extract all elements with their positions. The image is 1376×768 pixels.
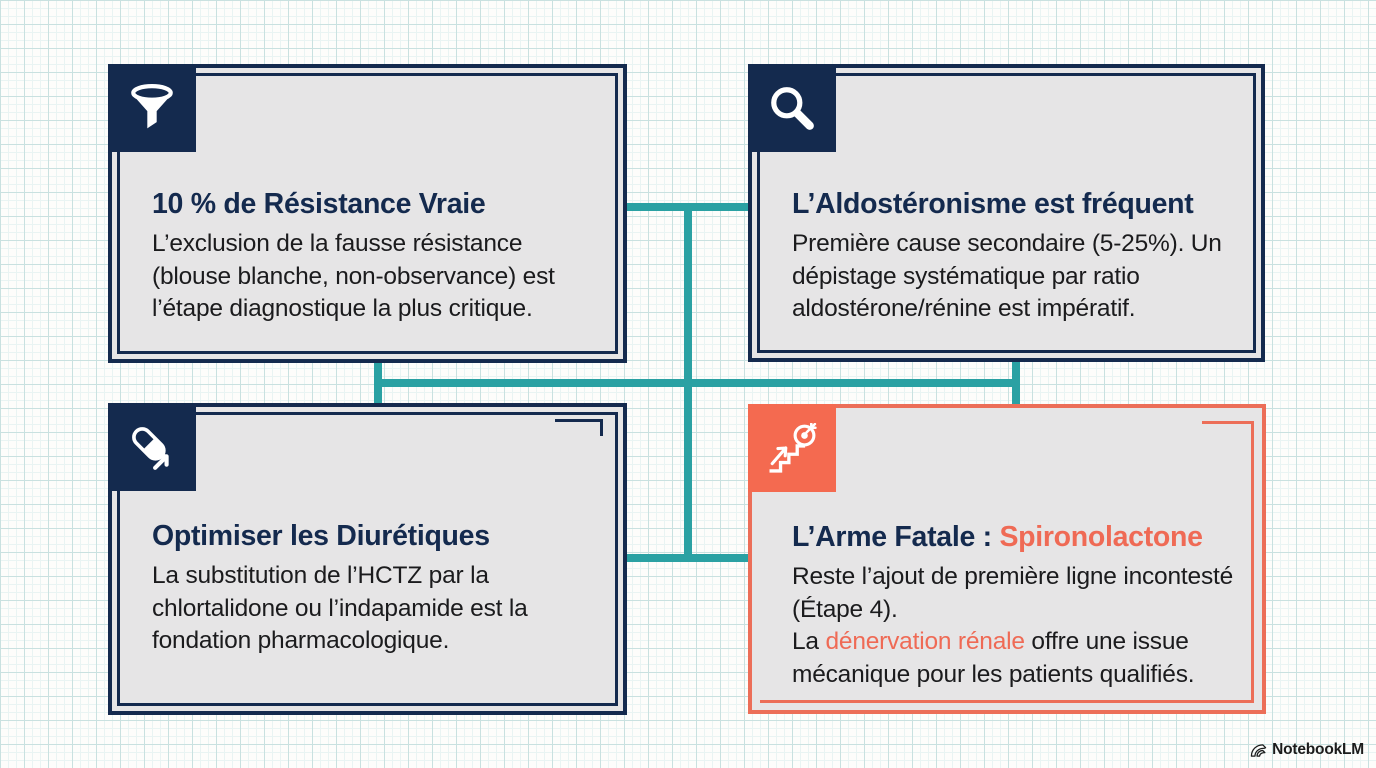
card-title-prefix: L’Arme Fatale :	[792, 521, 1000, 553]
card-optimize-diuretics	[108, 403, 627, 715]
card-body-line-2	[792, 626, 1240, 691]
pill-arrow-icon	[108, 403, 196, 491]
card-content	[152, 188, 601, 326]
card-title-highlight: Spironolactone	[999, 521, 1203, 553]
card-body-line-2-prefix: La	[792, 628, 826, 656]
card-body-line-2-highlight: dénervation rénale	[825, 628, 1025, 656]
card-body: La substitution de l’HCTZ par la chlortalidone ou l’indapamide est la fondation pharmacologique.	[152, 562, 528, 655]
notebooklm-watermark	[1250, 741, 1364, 759]
notebooklm-logo-icon	[1250, 743, 1267, 758]
card-title	[792, 521, 1240, 554]
funnel-icon	[108, 64, 196, 152]
card-content	[152, 520, 601, 658]
target-stairs-icon	[748, 404, 836, 492]
connector-bottom-horizontal	[620, 554, 752, 562]
card-aldosteronism	[748, 64, 1265, 362]
card-title: L’Aldostéronisme est fréquent	[792, 188, 1194, 220]
card-body-line-1: Reste l’ajout de première ligne incontesté (Étape 4).	[792, 563, 1234, 623]
card-title: Optimiser les Diurétiques	[152, 520, 490, 552]
watermark-label: NotebookLM	[1272, 741, 1364, 758]
connector-middle-horizontal	[374, 379, 1020, 387]
corner-bracket-decoration	[555, 419, 603, 436]
card-body-line-2-suffix: offre une issue mécanique pour les patients qualifiés.	[792, 628, 1195, 688]
card-true-resistance	[108, 64, 627, 363]
card-content	[792, 188, 1239, 326]
card-spironolactone	[748, 404, 1266, 714]
card-title: 10 % de Résistance Vraie	[152, 188, 486, 220]
connector-left-stub-vertical	[374, 358, 382, 408]
corner-bracket-decoration	[1202, 421, 1254, 424]
card-body	[792, 561, 1240, 691]
magnifier-icon	[748, 64, 836, 152]
card-body: Première cause secondaire (5-25%). Un dépistage systématique par ratio aldostérone/rénine est impératif.	[792, 230, 1222, 323]
connector-right-stub-vertical	[1012, 357, 1020, 409]
card-content	[792, 521, 1240, 691]
card-body: L’exclusion de la fausse résistance (blouse blanche, non-observance) est l’étape diagnostique la plus critique.	[152, 230, 555, 323]
